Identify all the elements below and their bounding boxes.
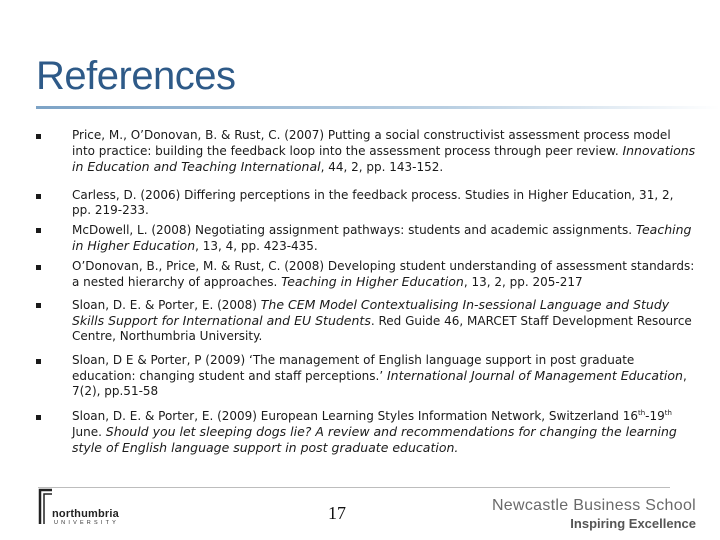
- reference-text: O’Donovan, B., Price, M. & Rust, C. (2008) Developing student understanding of assessment standards: a nested hierarchy of approaches. Teaching in Higher Education, 13, 2, pp. 205-217: [72, 259, 695, 289]
- bullet-icon: [36, 359, 41, 364]
- logo-subtitle: UNIVERSITY: [54, 520, 120, 526]
- bullet-icon: [36, 415, 41, 420]
- bullet-icon: [36, 194, 41, 199]
- school-tagline: Inspiring Excellence: [570, 516, 696, 531]
- bullet-icon: [36, 265, 41, 270]
- title-underline: [36, 106, 720, 109]
- reference-text: Carless, D. (2006) Differing perceptions in the feedback process. Studies in Higher Education, 31, 2, pp. 219-233.: [72, 188, 674, 217]
- reference-text: Sloan, D. E. & Porter, E. (2009) European Learning Styles Information Network, Switzerland 16th-19th June. Should you let sleeping dogs lie? A review and recommendations for changing the learning style of English language support in post graduate education.: [72, 409, 677, 455]
- slide-title: References: [36, 54, 236, 98]
- reference-text: Sloan, D E & Porter, P (2009) ‘The management of English language support in post graduate education: changing student and staff perceptions.’ International Journal of Management Education, 7(2), pp.51-58: [72, 353, 687, 398]
- reference-text: McDowell, L. (2008) Negotiating assignment pathways: students and academic assignments. Teaching in Higher Education, 13, 4, pp. 423-435.: [72, 222, 692, 253]
- school-name: Newcastle Business School: [491, 497, 696, 514]
- page-number: 17: [328, 503, 346, 523]
- bullet-icon: [36, 228, 41, 233]
- logo-wordmark: northumbria: [52, 508, 119, 520]
- reference-text: Price, M., O’Donovan, B. & Rust, C. (2007) Putting a social constructivist assessment process model into practice: building the feedback loop into the assessment process through peer review. Innovations in Education and Teaching International, 44, 2, pp. 143-152.: [72, 128, 696, 174]
- bullet-icon: [36, 134, 41, 139]
- reference-text: Sloan, D. E. & Porter, E. (2008) The CEM Model Contextualising In-sessional Language and Study Skills Support for International and EU Students. Red Guide 46, MARCET Staff Development Resource Centre, Northumbria University.: [72, 297, 692, 343]
- bullet-icon: [36, 303, 41, 308]
